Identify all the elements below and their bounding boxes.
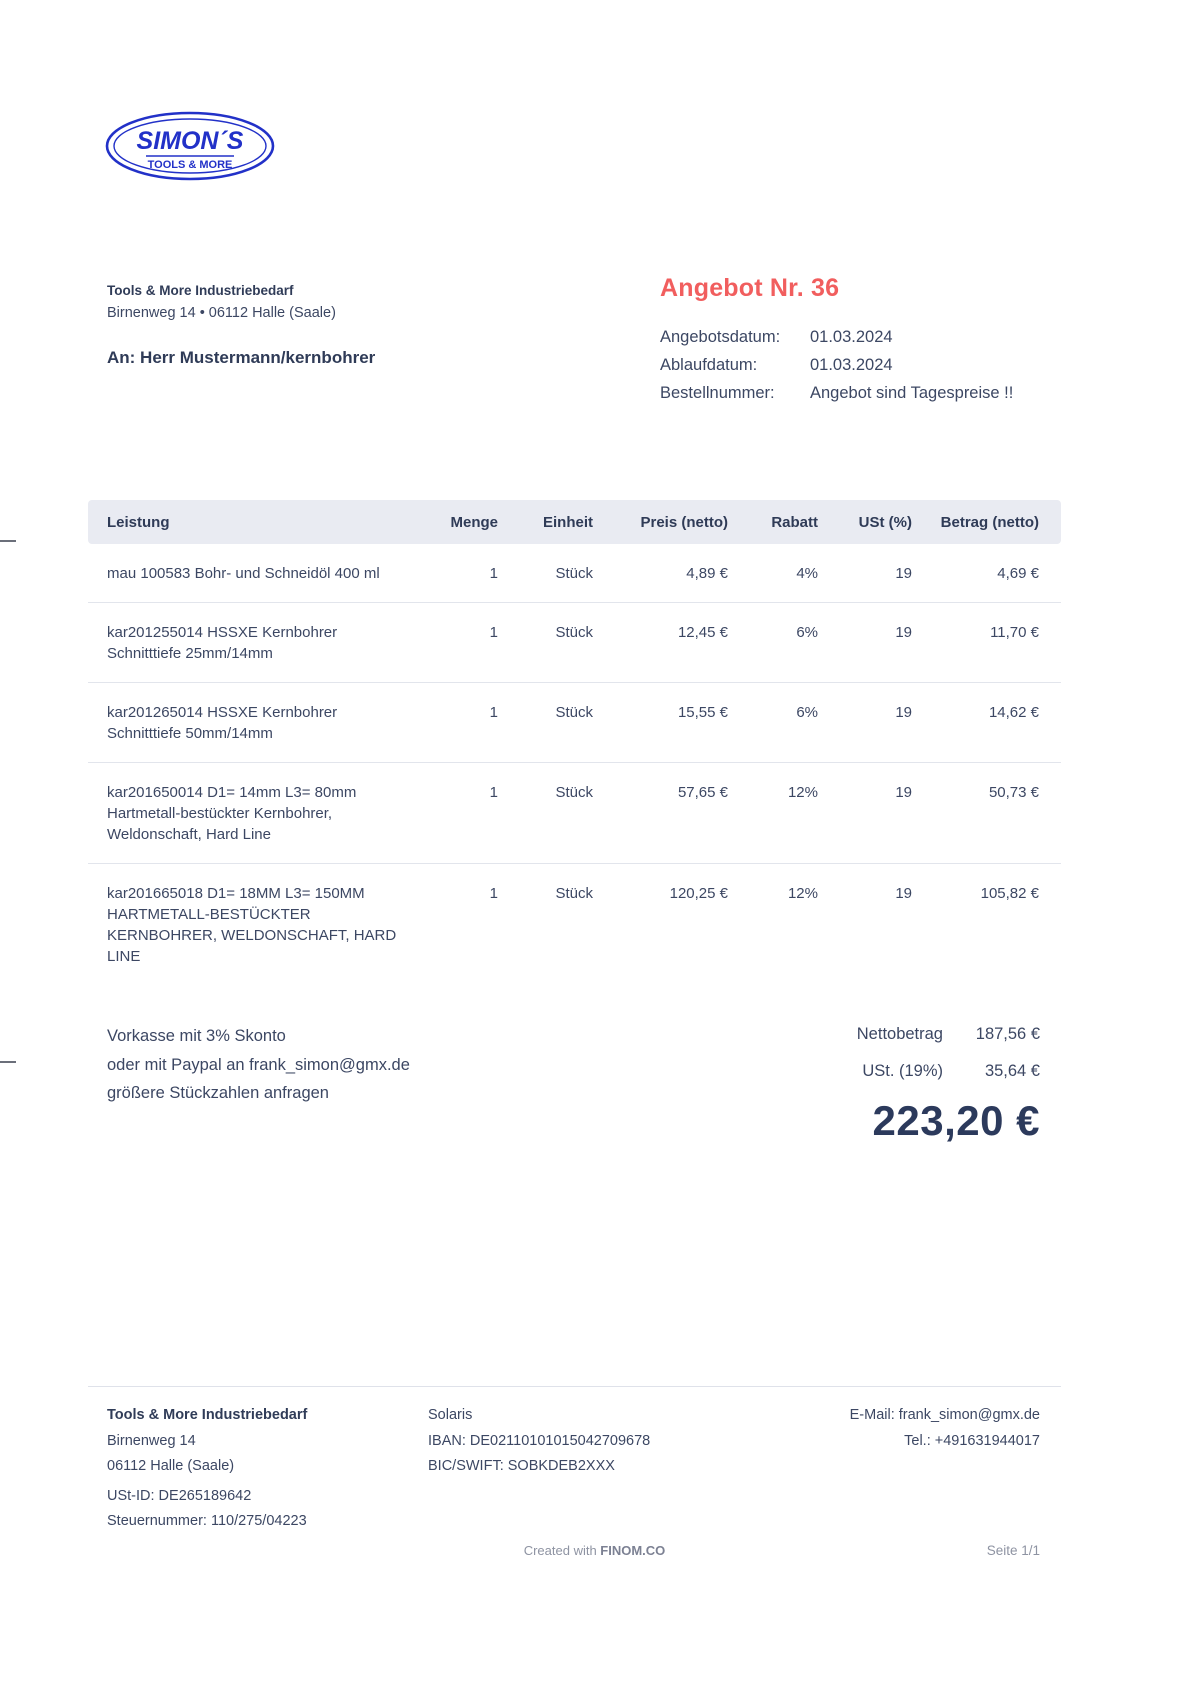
col-header-betrag: Betrag (netto) [912,500,1061,544]
cell-preis: 4,89 € [593,544,728,603]
cell-preis: 57,65 € [593,763,728,864]
payment-note-line: größere Stückzahlen anfragen [107,1084,329,1102]
footer-bic: BIC/SWIFT: SOBKDEB2XXX [428,1458,615,1474]
cell-leistung: kar201265014 HSSXE Kernbohrer Schnitttiefe 50mm/14mm [88,683,418,763]
cell-betrag: 14,62 € [912,683,1061,763]
cell-leistung: mau 100583 Bohr- und Schneidöl 400 ml [88,544,418,603]
vat-label: USt. (19%) [862,1062,943,1080]
vat-value: 35,64 € [984,1062,1040,1080]
cell-leistung: kar201665018 D1= 18MM L3= 150MM HARTMETALL-BESTÜCKTER KERNBOHRER, WELDONSCHAFT, HARD LINE [107,885,397,965]
created-with-brand: FINOM.CO [600,1543,666,1558]
col-header-preis: Preis (netto) [593,500,728,544]
fold-mark-top [0,540,16,542]
sender-block [107,283,336,321]
table-row [88,603,1061,683]
items-table [88,500,1061,985]
meta-value: Angebot sind Tagespreise !! [810,384,1014,402]
company-logo [104,110,276,187]
created-with-prefix: Created with [523,1543,601,1558]
table-header-row [88,500,1061,544]
cell-preis: 120,25 € [669,885,728,902]
cell-rabatt: 6% [728,603,818,683]
cell-menge: 1 [418,683,498,763]
recipient-line: An: Herr Mustermann/kernbohrer [107,348,376,367]
grand-total: 223,20 € [872,1097,1040,1144]
payment-notes [107,1022,410,1108]
cell-betrag: 11,70 € [912,603,1061,683]
cell-ust: 19 [895,885,912,902]
net-total-label: Nettobetrag [856,1025,943,1043]
meta-value: 01.03.2024 [810,356,893,374]
footer-tax-number: Steuernummer: 110/275/04223 [107,1513,307,1529]
meta-label: Angebotsdatum: [660,328,781,346]
logo-text-main: SIMON´S [136,127,244,155]
footer-contact-column [850,1403,1040,1454]
cell-einheit: Stück [498,683,593,763]
totals-block [857,1020,1040,1145]
logo-text-sub: TOOLS & MORE [147,159,233,171]
cell-menge: 1 [489,885,498,902]
cell-preis: 15,55 € [593,683,728,763]
cell-einheit: Stück [498,603,593,683]
cell-rabatt: 12% [728,763,818,864]
col-header-leistung: Leistung [88,500,418,544]
meta-row-order-number [660,379,1090,407]
footer-phone: Tel.: +491631944017 [904,1432,1040,1449]
net-total-value: 187,56 € [975,1025,1040,1043]
footer-company-column [107,1403,307,1535]
col-header-menge: Menge [418,500,498,544]
payment-note-line: oder mit Paypal an frank_simon@gmx.de [107,1055,410,1074]
cell-ust: 19 [818,763,912,864]
cell-ust: 19 [818,544,912,603]
document-title: Angebot Nr. 36 [660,274,840,302]
cell-leistung: kar201650014 D1= 14mm L3= 80mm Hartmetall-bestückter Kernbohrer, Weldonschaft, Hard Line [88,763,418,864]
cell-ust: 19 [818,683,912,763]
cell-rabatt: 4% [728,544,818,603]
meta-row-expiry-date [660,351,1090,379]
footer-company-city: 06112 Halle (Saale) [107,1458,235,1474]
fold-mark-bottom [0,1061,16,1063]
footer-company-street: Birnenweg 14 [107,1432,196,1449]
meta-value: 01.03.2024 [810,328,893,346]
cell-menge: 1 [418,763,498,864]
cell-betrag: 4,69 € [912,544,1061,603]
table-row [88,763,1061,864]
cell-einheit: Stück [498,544,593,603]
cell-betrag: 50,73 € [912,763,1061,864]
footer-divider [88,1386,1061,1387]
sender-name: Tools & More Industriebedarf [107,283,294,298]
cell-rabatt: 12% [787,885,818,902]
net-total-row [857,1020,1040,1048]
table-row [88,683,1061,763]
col-header-rabatt: Rabatt [728,500,818,544]
cell-menge: 1 [418,544,498,603]
cell-betrag: 105,82 € [980,885,1039,902]
footer-bank-name: Solaris [428,1407,473,1423]
cell-rabatt: 6% [728,683,818,763]
cell-einheit: Stück [498,763,593,864]
table-row [88,544,1061,603]
page-number: Seite 1/1 [986,1543,1040,1558]
cell-ust: 19 [818,603,912,683]
meta-label: Ablaufdatum: [660,356,758,374]
col-header-einheit: Einheit [498,500,593,544]
cell-preis: 12,45 € [593,603,728,683]
footer-company-name: Tools & More Industriebedarf [107,1407,308,1423]
footer-bank-column [428,1403,650,1480]
cell-leistung: kar201255014 HSSXE Kernbohrer Schnitttiefe 25mm/14mm [88,603,418,683]
col-header-ust: USt (%) [818,500,912,544]
cell-menge: 1 [418,603,498,683]
footer-iban: IBAN: DE02110101015042709678 [428,1432,651,1449]
logo-oval-icon [104,110,276,182]
footer-vat-id: USt-ID: DE265189642 [107,1487,252,1504]
vat-row [857,1057,1040,1085]
footer-email: E-Mail: frank_simon@gmx.de [849,1407,1040,1423]
cell-einheit: Stück [555,885,593,902]
meta-label: Bestellnummer: [660,384,775,402]
meta-row-offer-date [660,323,1090,351]
table-row [88,864,1061,986]
sender-address: Birnenweg 14 • 06112 Halle (Saale) [107,305,336,321]
payment-note-line: Vorkasse mit 3% Skonto [107,1027,286,1045]
document-meta [660,274,1090,407]
